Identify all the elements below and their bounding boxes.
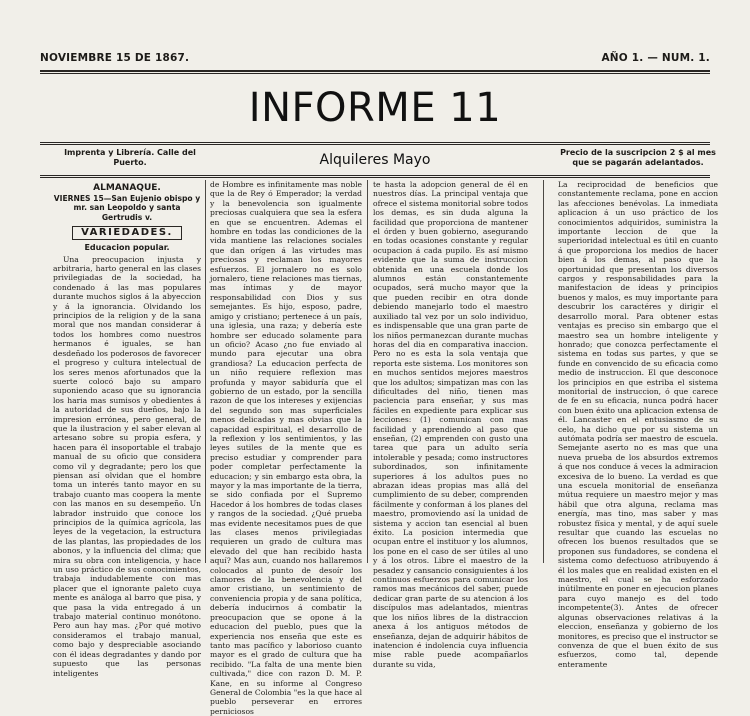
masthead-rule (40, 142, 710, 143)
masthead-rule-2 (40, 144, 710, 145)
section-subtitle: Educacion popular. (84, 242, 170, 252)
column-1 (53, 180, 201, 678)
almanaque-heading: ALMANAQUE. (93, 183, 161, 193)
dateline (40, 52, 710, 68)
issue-date: NOVIEMBRE 15 DE 1867. (40, 52, 190, 64)
column-4 (558, 180, 719, 669)
section-title: VARIEDADES. (72, 226, 182, 239)
imprint-right: Precio de la suscripcion 2 $ al mes que se pagarán adelantados. (560, 148, 716, 167)
columns-top-rule-2 (40, 177, 710, 178)
article-text: te hasta la adopcion general de él en nuestros días. La principal ventaja que ofrece el sistema monitorial sobre todos los demas, es sin duda alguna la facilidad que proporciona de mantener el órden y buen gobierno, asegurando en todas ocasiones constante y regular ocupacion á cada pupilo. Es así mismo evidente que la suma de instruccion obtenida en una escuela donde los alumnos están constantemente ocupados, será mucho mayor que la que pueden recibir en otra donde debiendo manejarlo todo el maestro auxiliado tal vez por un solo individuo, es indispensable que una gran parte de los niños permanezcan durante muchas horas del dia en comparativa inaccion. Pero no es esta la sola ventaja que reporta este sistema. Los monitores son en muchos sentidos mejores maestros que los adultos; simpatizan mas con las dificultades del niño, tienen mas paciencia para enseñar, y sus mas fáciles en expediente para explicar sus lecciones: (1) comunican con mas facilidad y aprendiendo al paso que enseñan, (2) emprenden con gusto una tarea que para un adulto sería intolerable y pesada; como instructores subordinados, son infinitamente superiores á los adultos pues no abrazan ideas propias mas allá del cumplimiento de su deber, comprenden fácilmente y conforman á los planes del maestro, promoviendo así la unidad de sistema y accion tan esencial al buen éxito. La posicion intermedia que ocupan entre el instituor y los alumnos, los pone en el caso de ser útiles al uno y á los otros. Libre el maestro de la pesadez y cansancio consiguientes á los continuos esfuerzos para comunicar los ramos mas mecánicos del saber, puede dedicar gran parte de su atencion á los discípulos mas adelantados, mientras que los niños libres de la distraccion anexa á los antiguos métodos de enseñanza, dejan de adquirir hábitos de inatencion é indolencia cuya influencia mise rable puede acompañarlos durante su vida, (373, 180, 528, 669)
column-2 (210, 180, 362, 716)
column-separator (367, 180, 368, 563)
columns-top-rule (40, 175, 710, 176)
imprint-left: Imprenta y Librería. Calle del Puerto. (64, 148, 196, 167)
column-3 (373, 180, 528, 669)
column-separator (543, 180, 544, 563)
page-subtitle: Alquileres Mayo (319, 152, 431, 168)
page-title: INFORME 11 (248, 85, 502, 131)
article-text: Una preocupacion injusta y arbitraria, harto general en las clases privilegiadas de la sociedad, ha condenado á las mas populares durante muchos siglos á la abyeccion y á la ignorancia. Olvidando los principios de la religion y de la sana moral que nos mandan considerar á todos los hombres como nuestros hermanos é iguales, se han desdeñado los poderosos de favorecer el progreso y cultura intelectual de los seres menos afortunados que la suerte colocó bajo su amparo suponiendo acaso que su ignorancia los haria mas sumisos y obedientes á la autoridad de sus dueños, bajo la impresion errónea, pero general, de que la ilustracion y el saber elevan al artesano sobre su propia esfera, y hacen para él insoportable el trabajo manual de su oficio que considera como vil y degradante; pero los que piensan así olvidan que el hombre toma un interés tanto mayor en su trabajo cuanto mas coopera la mente con las manos en su desempeño. Un labrador instruido que conoce los principios de la química agrícola, las leyes de la vegetacion, la estructura de las plantas, las propiedades de los abonos, y la influencia del clima; que mira su obra con inteligencia, y hace un uso práctico de sus conocimientos, trabaja indudablemente con mas placer que el ignorante paleto cuya mente es análoga al barro que pisa, y que pasa la vida entregado á un trabajo material continuo monótono. Pero aun hay mas. ¿Por qué motivo consideramos el trabajo manual, como bajo y despreciable asociando con él ideas degradantes y dando por supuesto que las personas inteligentes (53, 254, 201, 678)
section-header (53, 226, 201, 239)
top-rule (40, 70, 710, 72)
article-text: La reciprocidad de beneficios que constantemente reclama, pone en accion las afecciones benévolas. La inmediata aplicacion á un uso práctico de los conocimientos adquiridos, suministra la importante leccion de que la superioridad intelectual es útil en cuanto á que proporciona los medios de hacer bien á los demas, al paso que la oportunidad que presentan los diversos cargos y responsabilidades para la manifestacion de ideas y principios buenos y malos, es muy importante para descubrir los caractéres y dirigir el desarrollo moral. Para obtener estas ventajas es preciso sin embargo que el maestro sea un hombre inteligente y honrado; que conozca perfectamente el sistema en todas sus partes, y que se funde en convencido de su eficacia como medio de instruccion. El que desconoce los principios en que estriba el sistema monitorial de instruccion, ó que carece de fe en su eficacia, nunca podrá hacer con buen éxito una aplicacion extensa de él. Lancaster en el entusiasmo de su celo, ha dicho que por su sistema un autómata podría ser maestro de escuela. Semejante aserto no es mas que una nueva prueba de los absurdos extremos á que nos conduce á veces la admiracion excesiva de lo bueno. La verdad es que una escuela monitorial de enseñanza mútua requiere un maestro mejor y mas hábil que otra alguna, reclama mas energía, mas tino, mas saber y mas robustez física y mental, y de aquí suele resultar que cuando las escuelas no ofrecen los buenos resultados que se proponen sus fundadores, se condena el sistema como defectuoso atribuyendo á él los males que en realidad existen en el maestro, el cual se ha esforzado inútilmente en poner en ejecucion planes para cuyo manejo es del todo incompetente(3). Antes de ofrecer algunas observaciones relativas á la eleccion, enseñanza y gobierno de los monitores, es preciso que el instructor se convenza de que el buen éxito de sus esfuerzos, como tal, depende enteramente (558, 180, 719, 669)
column-separator (205, 180, 206, 563)
article-text: de Hombre es infinitamente mas noble que la de Rey ó Emperador; la verdad y la benevolencia son igualmente preciosas cualquiera que sea la esfera en que se encuentren. Ademas el hombre en todas las condiciones de la vida mantiene las relaciones sociales que dan orígen á las virtudes mas preciosas y reclaman los mayores esfuerzos. El jornalero no es solo jornalero, tiene relaciones mas tiernas, mas íntimas y de mayor responsabilidad con Dios y sus semejantes. Es hijo, esposo, padre, amigo y cristiano; pertenece á un país, una iglesia, una raza; y debería este hombre ser educado solamente para un oficio? Acaso ¿no fue enviado al mundo para ejecutar una obra grandiosa? La educacion perfecta de un niño requiere reflexion mas profunda y mayor sabiduría que el gobierno de un estado, por la sencilla razon de que los intereses y exijencias del segundo son mas superficiales menos delicadas y mas obvias que la capacidad espiritual, el desarrollo de la reflexion y los sentimientos, y las leyes sutiles de la mente que es preciso estudiar y comprender para poder completar perfectamente la educacion; y sin embargo esta obra, la mayor y la mas importante de la tierra, se sido confiada por el Supremo Hacedor á los hombres de todas clases y rangos de la sociedad. ¿Qué prueba mas evidente necesitamos pues de que las clases menos privilegiadas requieren un grado de cultura mas elevado del que han recibido hasta aquí? Mas aun, cuando nos hallaremos colocados al punto de desoír los clamores de la benevolencia y del amor cristiano, un sentimiento de conveniencia propia y de sana política, debería inducirnos á combatir la preocupacion que se opone á la educacion del pueblo, pues que la experiencia nos enseña que este es tanto mas pacífico y laborioso cuanto mayor es el grado de cultura que ha recibido. "La falta de una mente bien cultivada," dice con razon D. M. P. Kane, en su informe al Congreso General de Colombia "es la que hace al pueblo perseverar en errores perniciosos (210, 180, 362, 716)
issue-number: AÑO 1. — NUM. 1. (601, 52, 710, 64)
almanaque-entry: VIERNES 15—San Eujenio obispo y mr. san Leopoldo y santa Gertrudis v. (53, 194, 201, 222)
top-rule-thin (40, 73, 710, 74)
